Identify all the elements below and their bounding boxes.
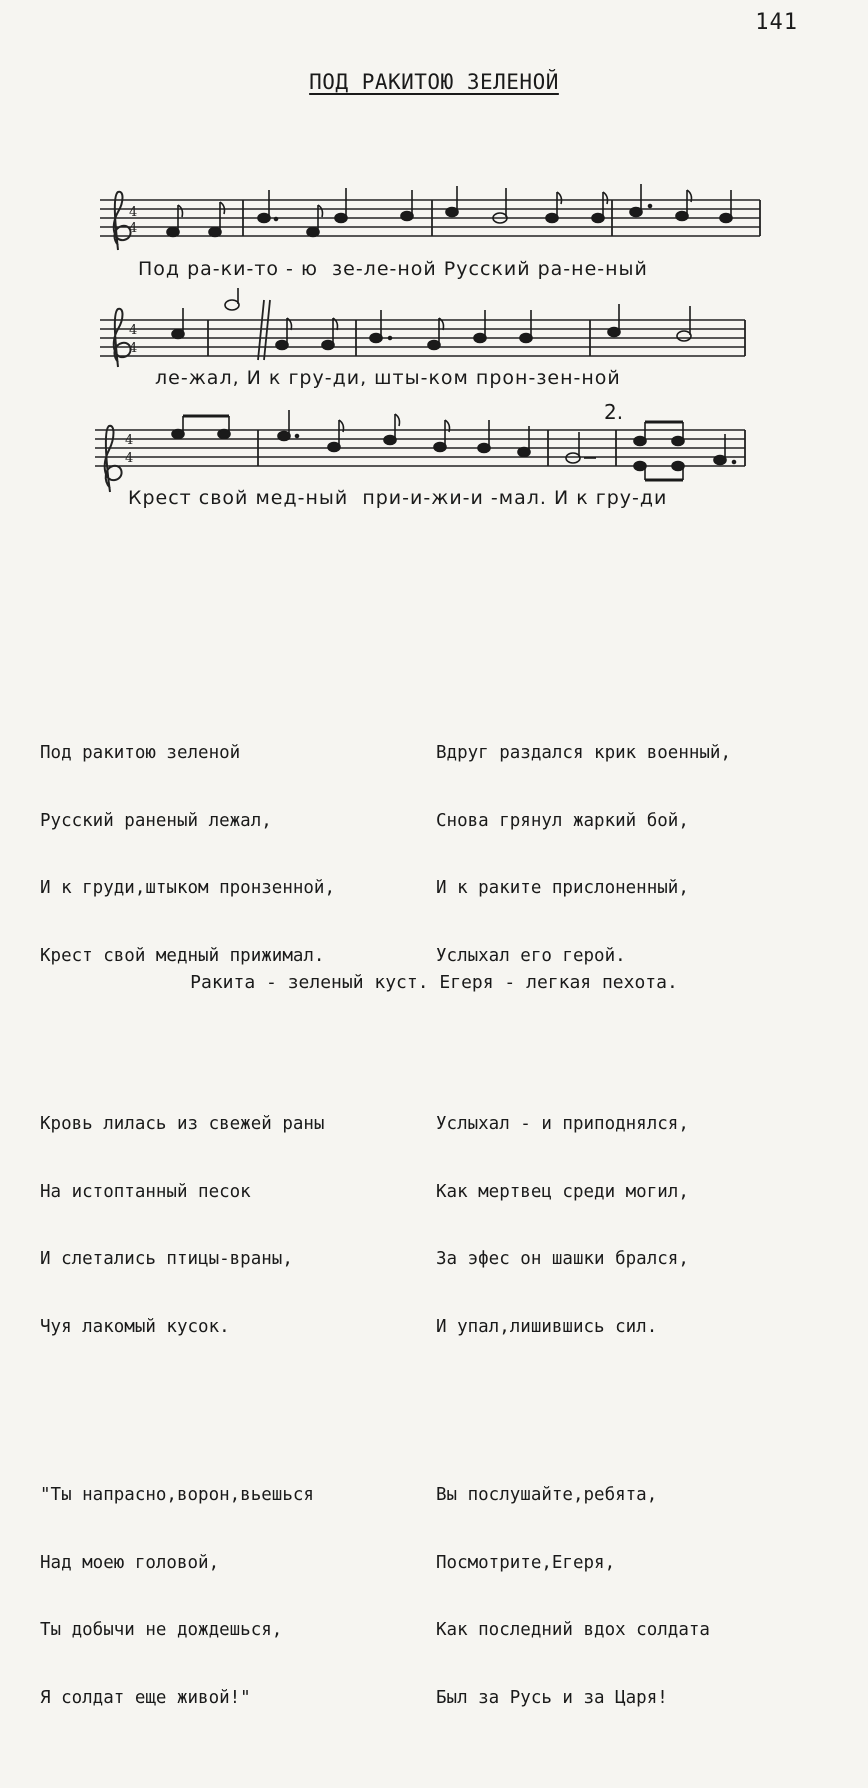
stanza-right-1 <box>436 697 731 1012</box>
svg-text:4: 4 <box>129 323 138 338</box>
verse-line: Услыхал - и приподнялся, <box>436 1114 689 1134</box>
verse-line: Над моею головой, <box>40 1552 220 1573</box>
verse-line: Посмотрите,Егеря, <box>436 1552 616 1573</box>
barlines <box>208 200 760 466</box>
footnote: Ракита - зеленый куст. Егеря - легкая пехота. <box>190 972 678 993</box>
song-title-text: ПОД РАКИТОЮ ЗЕЛЕНОЙ <box>309 70 559 94</box>
verse-line: За эфес он шашки брался, <box>436 1249 689 1269</box>
verse-line: Я солдат еще живой!" <box>40 1687 251 1708</box>
verse-line: На истоптанный песок <box>40 1181 251 1202</box>
verse-line: И к раките прислоненный, <box>436 878 689 898</box>
svg-text:4: 4 <box>129 205 138 220</box>
verse-line: И к груди,штыком пронзенной, <box>40 878 336 898</box>
verse-line: Крест свой медный прижимал. <box>40 945 325 966</box>
staff-1-lyrics: Под ра-ки-то - ю зе-ле-ной Русский ра-не-ный <box>138 258 648 280</box>
svg-text:4: 4 <box>129 221 138 236</box>
staff-3-lyrics: Крест свой мед-ный при-и-жи-и -мал. И к гру-ди <box>128 487 668 509</box>
verse-line: Под ракитою зеленой <box>40 743 241 763</box>
verse-line: Ты добычи не дождешься, <box>40 1620 283 1640</box>
stanza-left-1 <box>40 697 335 1012</box>
ending-mark: 2. <box>604 400 624 424</box>
svg-text:4: 4 <box>129 341 138 356</box>
svg-text:4: 4 <box>125 451 134 466</box>
verse-line: "Ты напрасно,ворон,вьешься <box>40 1485 314 1505</box>
verse-line: Услыхал его герой. <box>436 945 626 966</box>
stanza-right-2 <box>436 1068 731 1383</box>
verse-line: Как последний вдох солдата <box>436 1620 710 1640</box>
staff-3-lines <box>95 430 745 466</box>
music-notation <box>0 0 868 560</box>
staff-2-lyrics: ле-жал, И к гру-ди, шты-ком прон-зен-ной <box>155 367 621 389</box>
verse-line: Как мертвец среди могил, <box>436 1181 689 1202</box>
verse-line: И упал,лишившись сил. <box>436 1316 658 1337</box>
verse-line: Чуя лакомый кусок. <box>40 1316 230 1337</box>
verses-left-column <box>40 652 335 1788</box>
verse-line: Был за Русь и за Царя! <box>436 1687 668 1708</box>
verse-line: И слетались птицы-враны, <box>40 1249 293 1269</box>
staff-2-lines <box>100 320 745 356</box>
stanza-left-3 <box>40 1439 335 1754</box>
verse-line: Снова грянул жаркий бой, <box>436 810 689 831</box>
verse-line: Вдруг раздался крик военный, <box>436 743 732 763</box>
svg-text:4: 4 <box>125 433 134 448</box>
verse-line: Кровь лилась из свежей раны <box>40 1114 325 1134</box>
stanza-right-3 <box>436 1439 731 1754</box>
verses-right-column <box>436 652 731 1788</box>
staff-1-lines <box>100 200 760 236</box>
stanza-left-2 <box>40 1068 335 1383</box>
verse-line: Вы послушайте,ребята, <box>436 1485 658 1505</box>
page-number: 141 <box>755 10 798 35</box>
verse-line: Русский раненый лежал, <box>40 810 272 831</box>
